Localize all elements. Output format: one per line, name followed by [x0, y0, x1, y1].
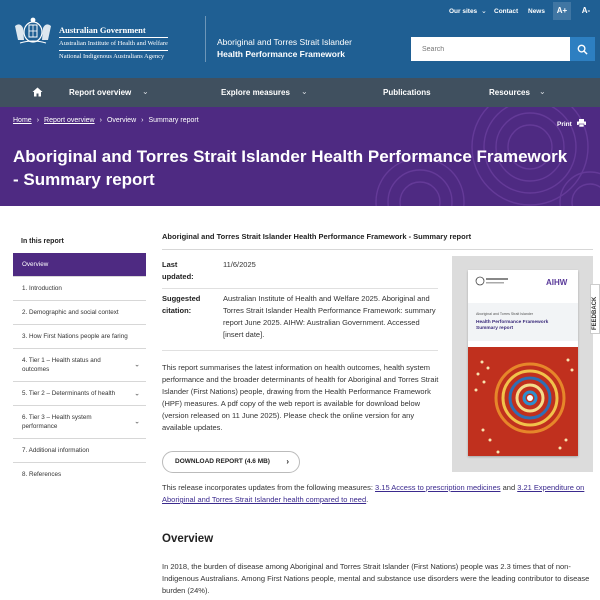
site-title-line-1: Aboriginal and Torres Strait Islander — [217, 37, 352, 47]
coat-of-arms-icon — [12, 16, 54, 46]
print-button[interactable] — [557, 119, 586, 128]
chevron-down-icon[interactable]: ⌄ — [134, 418, 140, 426]
updates-suffix: . — [366, 495, 369, 504]
overview-heading: Overview — [162, 533, 214, 545]
sidebar-item-label: 4. Tier 1 – Health status and outcomes — [22, 357, 101, 373]
report-cover-image[interactable] — [468, 270, 578, 456]
page-title: Aboriginal and Torres Strait Islander Health Performance Framework - Summary report — [13, 147, 568, 189]
cover-subtitle: Aboriginal and Torres Strait Islander — [476, 312, 534, 316]
cover-title-line: Health Performance Framework — [476, 320, 549, 325]
gov-line-2: Australian Institute of Health and Welfare — [59, 37, 168, 49]
site-title-line-2: Health Performance Framework — [217, 49, 346, 59]
site-title[interactable] — [217, 36, 352, 60]
report-cover-art — [468, 270, 578, 456]
header-divider — [205, 16, 206, 62]
overview-paragraph: In 2018, the burden of disease among Aboriginal and Torres Strait Islander (First Nations) people was 2.3 times that of non-Indigenous Australians. Among First Nations people, mental and substance use disorders were the leading contributor to disease burden (24%). — [162, 562, 590, 595]
last-updated-label — [162, 259, 194, 283]
gov-line-3: National Indigenous Australians Agency — [59, 50, 168, 62]
sidebar-item-label: 8. References — [22, 471, 62, 478]
sidebar-item-label: 3. How First Nations people are faring — [22, 333, 128, 340]
font-decrease-button[interactable]: A- — [581, 6, 591, 15]
download-report-button[interactable] — [162, 451, 300, 473]
search-icon — [577, 44, 588, 55]
updates-paragraph — [162, 482, 594, 506]
sidebar-item-tier-1[interactable] — [13, 348, 146, 381]
chevron-right-icon: › — [36, 117, 40, 124]
breadcrumb — [13, 117, 199, 124]
section-heading: Aboriginal and Torres Strait Islander Health Performance Framework - Summary report — [162, 232, 472, 241]
chevron-down-icon[interactable]: ⌄ — [134, 361, 140, 369]
sidebar-item-introduction[interactable] — [13, 276, 146, 300]
chevron-down-icon: ⌄ — [301, 87, 308, 96]
measure-3-15-link[interactable]: 3.15 Access to prescription medicines — [375, 483, 501, 492]
sidebar-item-label: Overview — [22, 261, 49, 268]
chevron-right-icon: › — [141, 117, 144, 124]
measure-3-21-link[interactable]: 3.21 Expenditure on Aboriginal and Torres Strait Islander health compared to need — [162, 483, 585, 504]
breadcrumb-home[interactable]: Home — [13, 117, 32, 124]
search-button[interactable] — [570, 37, 595, 61]
news-link[interactable]: News — [528, 8, 545, 15]
sidebar-item-overview[interactable] — [13, 253, 146, 276]
sidebar-item-faring[interactable] — [13, 324, 146, 348]
chevron-down-icon: ⌄ — [481, 8, 487, 15]
font-increase-button[interactable]: A+ — [553, 2, 571, 20]
aihw-logo: AIHW — [546, 278, 568, 287]
our-sites-link[interactable]: Our sites — [449, 8, 478, 15]
breadcrumb-current: Summary report — [148, 117, 199, 124]
sidebar-item-tier-2[interactable] — [13, 381, 146, 405]
sidebar-item-tier-3[interactable] — [13, 405, 146, 438]
nav-publications[interactable]: Publications — [383, 88, 431, 97]
divider — [162, 288, 438, 289]
label-line: citation: — [162, 306, 192, 315]
nav-explore-measures[interactable]: Explore measures — [221, 88, 290, 97]
feedback-label: FEEDBACK — [592, 296, 598, 330]
chevron-down-icon: ⌄ — [142, 87, 149, 96]
citation-label — [162, 293, 200, 317]
updates-prefix: This release incorporates updates from the following measures: — [162, 483, 373, 492]
chevron-right-icon: › — [286, 457, 289, 466]
sidebar-item-demographic[interactable] — [13, 300, 146, 324]
nav-report-overview[interactable]: Report overview — [69, 88, 132, 97]
last-updated-value: 11/6/2025 — [223, 260, 256, 269]
divider — [162, 249, 593, 250]
cover-title-line: Summary report — [476, 326, 514, 331]
sidebar-heading: In this report — [21, 238, 64, 245]
sidebar-item-label: 6. Tier 3 – Health system performance — [22, 414, 92, 430]
cover-title — [476, 320, 548, 332]
sidebar-item-additional-info[interactable] — [13, 438, 146, 462]
label-line: Suggested — [162, 294, 201, 303]
home-icon — [32, 87, 43, 97]
sidebar-item-label: 2. Demographic and social context — [22, 309, 119, 316]
print-label: Print — [557, 121, 572, 128]
main-nav — [0, 78, 600, 107]
label-line: Last — [162, 260, 178, 269]
printer-icon — [577, 119, 586, 127]
divider — [162, 350, 438, 351]
sidebar-item-label: 5. Tier 2 – Determinants of health — [22, 390, 116, 397]
breadcrumb-overview[interactable]: Overview — [106, 117, 137, 124]
government-logo-text[interactable] — [59, 25, 168, 62]
search-input[interactable] — [411, 37, 570, 61]
sidebar-nav — [13, 253, 146, 486]
sidebar-item-label: 1. Introduction — [22, 285, 62, 292]
gov-line-1: Australian Government — [59, 25, 146, 35]
nav-resources[interactable]: Resources — [489, 88, 530, 97]
home-button[interactable] — [32, 78, 46, 107]
sidebar-item-label: 7. Additional information — [22, 447, 90, 454]
citation-value: Australian Institute of Health and Welfare 2025. Aboriginal and Torres Strait Islander Health Performance Framework: summary report June 2025. AIHW: Australian Government. Accessed [insert date]. — [223, 294, 436, 339]
contact-link[interactable]: Contact — [494, 8, 519, 15]
summary-paragraph: This report summarises the latest information on health outcomes, health system performance and the broader determinants of health for Aboriginal and Torres Strait Islander (First Nations) people, drawing from the Health Performance Framework (HPF) measures. A pdf copy of the web report is available for download below (version released on 11 June 2025). Please check the online version for any available updates. — [162, 363, 439, 432]
chevron-down-icon: ⌄ — [539, 87, 546, 96]
download-label: DOWNLOAD REPORT (4.6 MB) — [175, 458, 270, 465]
chevron-down-icon[interactable]: ⌄ — [134, 390, 140, 397]
site-header — [0, 0, 600, 78]
sidebar-item-references[interactable] — [13, 462, 146, 486]
label-line: updated: — [162, 272, 194, 281]
feedback-tab[interactable] — [590, 284, 600, 334]
updates-and: and — [502, 483, 516, 492]
breadcrumb-report-overview[interactable]: Report overview — [44, 117, 95, 124]
chevron-right-icon: › — [99, 117, 102, 124]
